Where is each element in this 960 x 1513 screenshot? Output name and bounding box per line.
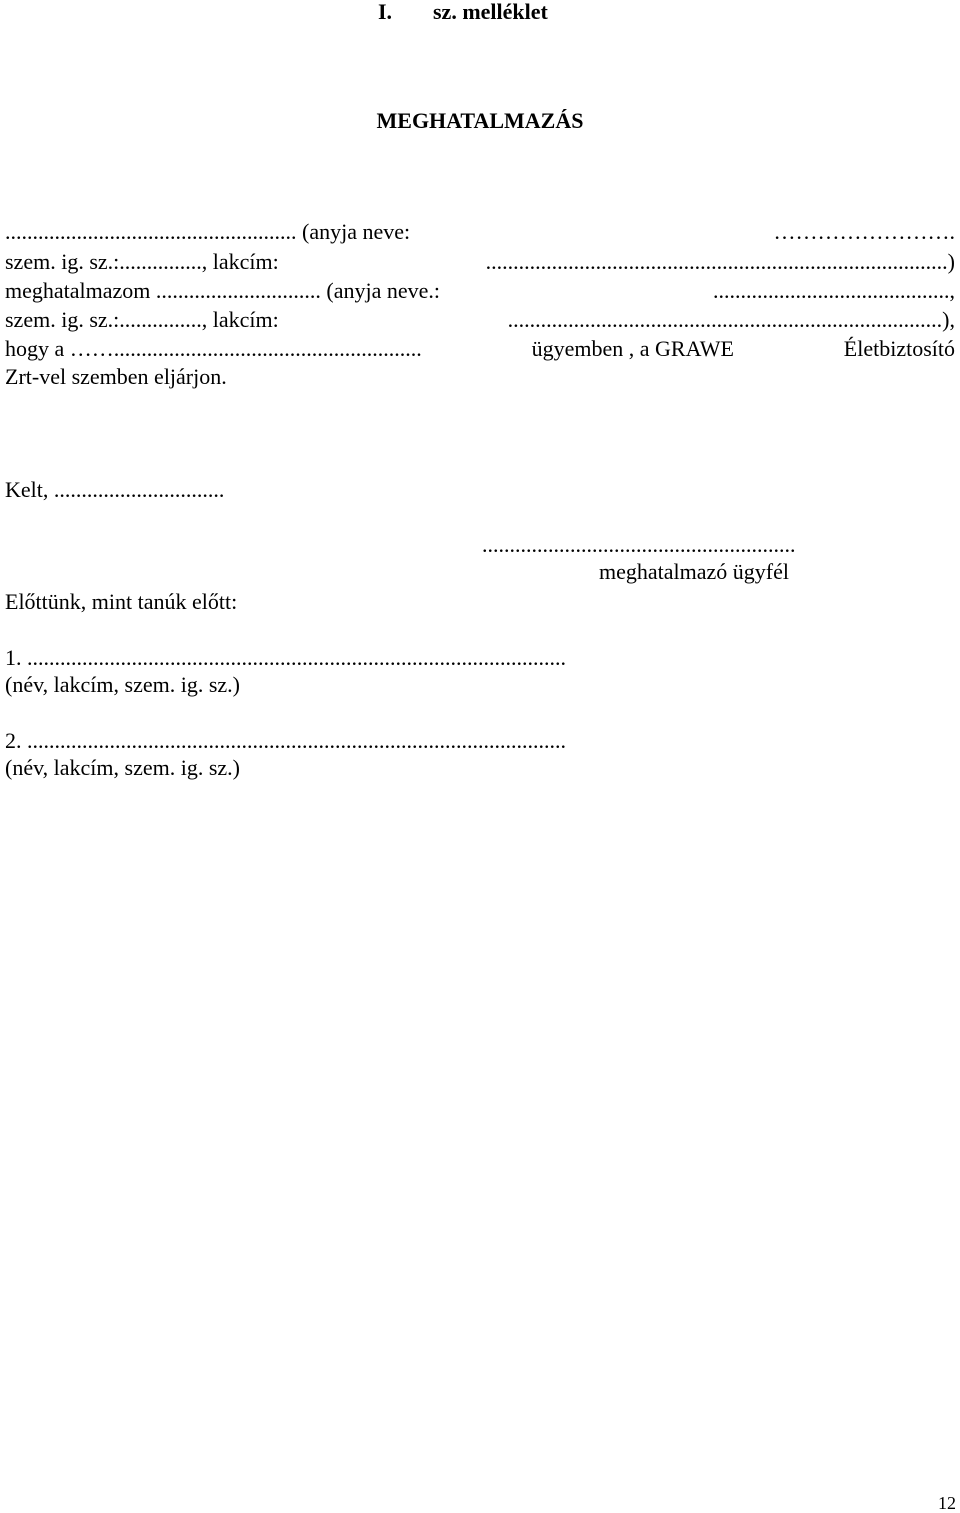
matter-text: ügyemben , a GRAWE [531, 336, 734, 361]
annex-number: I. [378, 0, 393, 24]
principal-line-2 [5, 249, 955, 275]
witness-intro: Előttünk, mint tanúk előtt: [5, 589, 238, 614]
agent-line-1 [5, 278, 955, 304]
signature-label: meghatalmazó ügyfél [599, 559, 789, 584]
matter-field: hogy a ……........................................................ [5, 336, 422, 361]
agent-name-field: meghatalmazom .............................. (anyja neve.: [5, 278, 440, 303]
insurer-text: Életbiztosító [843, 336, 955, 361]
signature-line: ......................................................... [482, 532, 796, 557]
principal-name-field: ..................................................... (anyja neve: [5, 219, 411, 244]
date-field: Kelt, ............................... [5, 477, 225, 502]
witness-2-note: (név, lakcím, szem. ig. sz.) [5, 755, 240, 780]
witness-1-line: 1. .................................................................................................. [5, 645, 566, 670]
body-closing-line: Zrt-vel szemben eljárjon. [5, 364, 227, 389]
witness-2-line: 2. .................................................................................................. [5, 728, 566, 753]
annex-label: sz. melléklet [433, 0, 548, 24]
witness-1-note: (név, lakcím, szem. ig. sz.) [5, 672, 240, 697]
agent-id-field: szem. ig. sz.:..............., lakcím: [5, 307, 279, 332]
matter-line [5, 336, 955, 362]
principal-line-1 [5, 219, 955, 245]
agent-address-field: ...............................................................................), [507, 307, 955, 332]
agent-mother-name-field: ..........................................., [713, 278, 955, 303]
principal-id-field: szem. ig. sz.:..............., lakcím: [5, 249, 279, 274]
agent-line-2 [5, 307, 955, 333]
document-title: MEGHATALMAZÁS [376, 108, 584, 133]
principal-address-field: ....................................................................................) [485, 249, 955, 274]
principal-mother-name-field: ……………………. [773, 219, 955, 244]
page-number: 12 [938, 1493, 956, 1513]
